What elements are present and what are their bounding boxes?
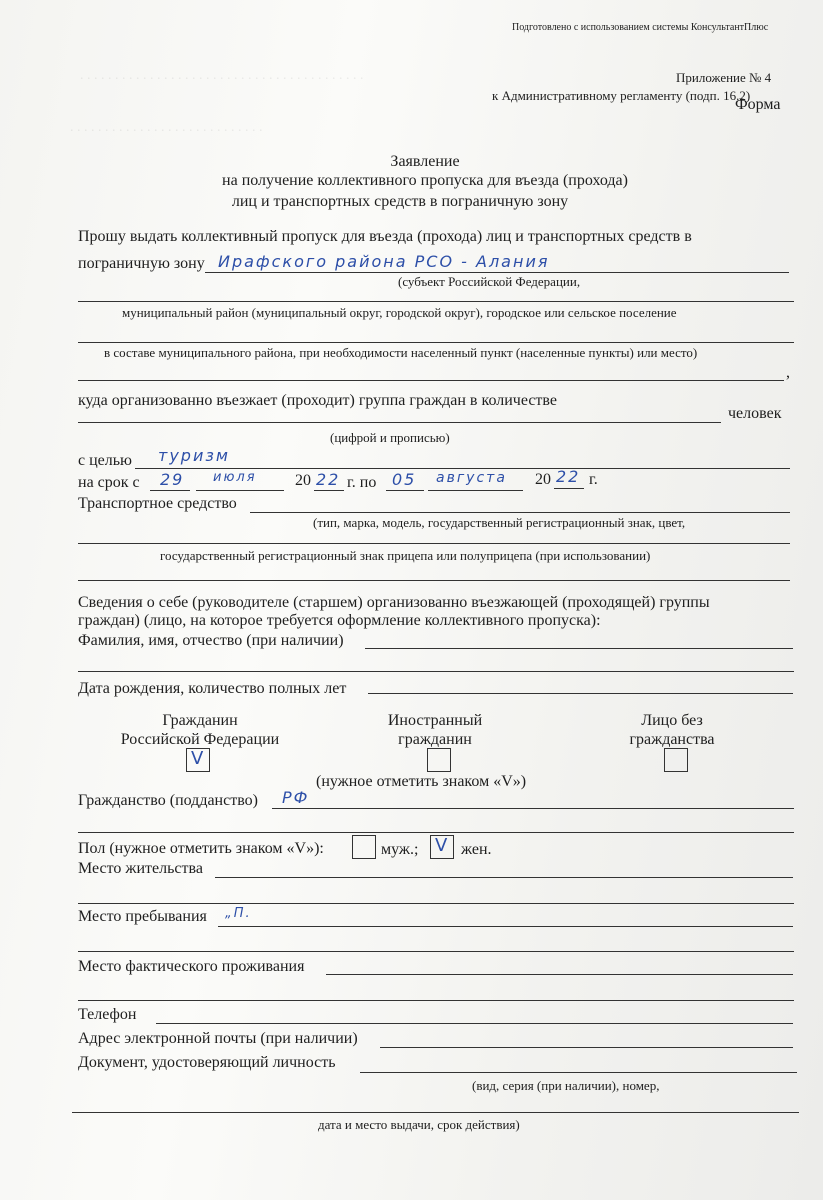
document-hint2: дата и место выдачи, срок действия) xyxy=(318,1117,520,1132)
gender-male-label: муж.; xyxy=(381,841,419,858)
document-title-line3: лиц и транспортных средств в пограничную зону xyxy=(231,193,569,210)
checkbox-foreign-citizen[interactable] xyxy=(427,748,451,772)
vehicle-hint1: (тип, марка, модель, государственный регистрационный знак, цвет, xyxy=(313,515,686,530)
to-day-value[interactable]: 05 xyxy=(392,470,417,489)
group-count-field[interactable] xyxy=(78,422,721,423)
document-field-line2[interactable] xyxy=(72,1112,799,1113)
document-title: Заявление xyxy=(390,153,460,170)
checkbox-female[interactable] xyxy=(430,835,454,859)
hint-settlement: в составе муниципального района, при необходимости населенный пункт (населенные пункты) или место) xyxy=(104,345,698,360)
regulation-reference: к Административному регламенту (подп. 16.2) xyxy=(492,88,751,103)
fio-field-line2[interactable] xyxy=(78,671,794,672)
place-field-line[interactable] xyxy=(78,380,784,381)
phone-label: Телефон xyxy=(78,1006,137,1023)
to-year-prefix: 20 xyxy=(535,471,551,488)
from-year-value[interactable]: 22 xyxy=(316,470,341,489)
from-year-line[interactable] xyxy=(314,490,344,491)
checkbox-rf-citizen[interactable] xyxy=(186,748,210,772)
show-through-text: . . . . . . . . . . . . . . . . . . . . . . . . . . . . . . . . . . . . . . . . . xyxy=(80,68,364,83)
citizenship-field-line2[interactable] xyxy=(78,832,794,833)
purpose-label: с целью xyxy=(78,452,132,469)
stay-field-line[interactable] xyxy=(218,926,793,927)
period-suffix: г. xyxy=(589,471,598,488)
checkbox-male[interactable] xyxy=(352,835,376,859)
to-day-line[interactable] xyxy=(386,490,424,491)
from-day-line[interactable] xyxy=(150,490,190,491)
document-field-line[interactable] xyxy=(360,1072,797,1073)
document-label: Документ, удостоверяющий личность xyxy=(78,1054,336,1071)
zone-field-value[interactable]: Ирафского района РСО - Алания xyxy=(218,252,550,271)
group-count-label: куда организованно въезжает (проходит) группа граждан в количестве xyxy=(78,392,557,409)
option-stateless-label1: Лицо без xyxy=(641,712,703,729)
system-note: Подготовлено с использованием системы КонсультантПлюс xyxy=(512,22,769,33)
actual-residence-label: Место фактического проживания xyxy=(78,958,305,975)
option-rf-label2: Российской Федерации xyxy=(120,731,280,748)
request-text-line1: Прошу выдать коллективный пропуск для въезда (прохода) лиц и транспортных средств в xyxy=(78,228,692,245)
hint-municipal: муниципальный район (муниципальный округ, городской округ), городское или сельское поселение xyxy=(122,305,677,320)
vehicle-field-line3[interactable] xyxy=(78,580,790,581)
purpose-field-value[interactable]: туризм xyxy=(158,446,230,465)
birth-field-line[interactable] xyxy=(368,693,793,694)
place-comma: , xyxy=(786,364,790,381)
appendix-number: Приложение № 4 xyxy=(676,70,772,85)
to-year-line[interactable] xyxy=(554,488,584,489)
actual-residence-field-line2[interactable] xyxy=(78,1000,794,1001)
period-mid: г. по xyxy=(347,474,377,491)
phone-field-line[interactable] xyxy=(156,1023,793,1024)
group-count-unit: человек xyxy=(728,405,782,422)
fio-field-line[interactable] xyxy=(365,648,793,649)
from-day-value[interactable]: 29 xyxy=(160,470,185,489)
zone-field-line[interactable] xyxy=(205,272,789,273)
option-rf-label1: Гражданин xyxy=(162,712,238,729)
option-foreign-label2: гражданин xyxy=(398,731,472,748)
option-stateless-label2: гражданства xyxy=(629,731,715,748)
hint-subject: (субъект Российской Федерации, xyxy=(398,274,581,289)
request-text-zone-label: пограничную зону xyxy=(78,255,205,272)
vehicle-hint2: государственный регистрационный знак прицепа или полуприцепа (при использовании) xyxy=(160,548,651,563)
residence-label: Место жительства xyxy=(78,860,203,877)
option-foreign-label1: Иностранный xyxy=(387,712,483,729)
municipal-field-line[interactable] xyxy=(78,301,794,302)
residence-field-line[interactable] xyxy=(215,877,793,878)
stay-field-line2[interactable] xyxy=(78,951,794,952)
citizenship-label: Гражданство (подданство) xyxy=(78,792,258,809)
checkmark-icon: V xyxy=(191,748,204,769)
about-line1: Сведения о себе (руководителе (старшем) организованно въезжающей (проходящей) группы xyxy=(78,594,710,611)
form-label: Форма xyxy=(735,96,781,113)
citizenship-field-line[interactable] xyxy=(272,808,794,809)
document-title-line2: на получение коллективного пропуска для въезда (прохода) xyxy=(222,172,628,189)
from-year-prefix: 20 xyxy=(295,472,311,489)
fio-label: Фамилия, имя, отчество (при наличии) xyxy=(78,632,344,649)
email-label: Адрес электронной почты (при наличии) xyxy=(78,1030,358,1047)
actual-residence-field-line[interactable] xyxy=(326,974,793,975)
from-month-line[interactable] xyxy=(196,490,284,491)
vehicle-field-line2[interactable] xyxy=(78,543,790,544)
stay-field-value[interactable]: „П. xyxy=(225,906,252,921)
document-hint1: (вид, серия (при наличии), номер, xyxy=(472,1078,660,1093)
about-line2: граждан) (лицо, на которое требуется оформление коллективного пропуска): xyxy=(78,612,601,629)
to-month-value[interactable]: августа xyxy=(436,470,507,486)
gender-label: Пол (нужное отметить знаком «V»): xyxy=(78,840,324,857)
settlement-field-line[interactable] xyxy=(78,342,794,343)
vehicle-field-line[interactable] xyxy=(250,512,790,513)
show-through-text: . . . . . . . . . . . . . . . . . . . . . . . . . . . . xyxy=(70,120,263,135)
vehicle-label: Транспортное средство xyxy=(78,495,237,512)
residence-field-line2[interactable] xyxy=(78,903,794,904)
birth-label: Дата рождения, количество полных лет xyxy=(78,680,347,697)
citizenship-field-value[interactable]: РФ xyxy=(282,788,310,807)
from-month-value[interactable]: июля xyxy=(213,470,257,485)
period-prefix: на срок с xyxy=(78,474,140,491)
checkbox-stateless[interactable] xyxy=(664,748,688,772)
to-month-line[interactable] xyxy=(428,490,523,491)
group-count-hint: (цифрой и прописью) xyxy=(330,430,450,445)
to-year-value[interactable]: 22 xyxy=(556,467,581,486)
gender-female-label: жен. xyxy=(461,841,492,858)
stay-label: Место пребывания xyxy=(78,908,207,925)
citizenship-hint: (нужное отметить знаком «V») xyxy=(316,773,527,790)
email-field-line[interactable] xyxy=(380,1047,793,1048)
purpose-field-line[interactable] xyxy=(135,468,790,469)
checkmark-icon: V xyxy=(435,835,448,856)
